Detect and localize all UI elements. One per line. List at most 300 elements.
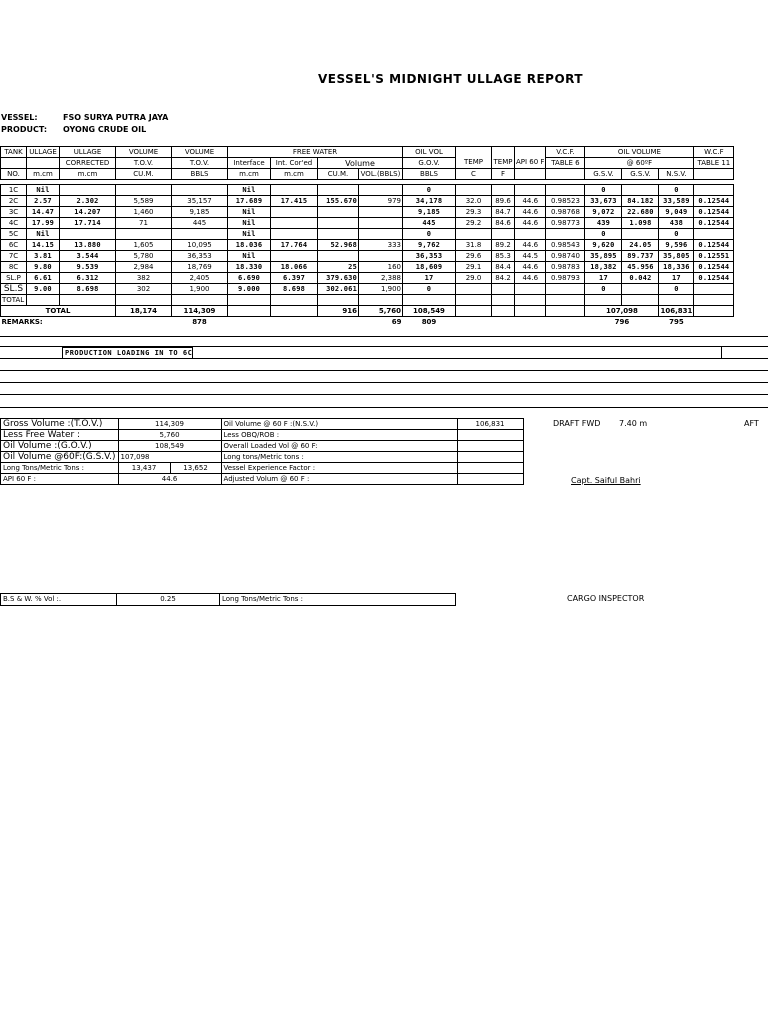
- cell-api: [515, 295, 546, 306]
- adj-value: [457, 474, 523, 485]
- cell-fwbbl: [359, 229, 403, 240]
- cell-tc: [456, 284, 492, 295]
- unit-c: C: [456, 169, 492, 180]
- cell-wcf: 0.12544: [694, 218, 734, 229]
- cell-tc: 29.1: [456, 262, 492, 273]
- bsw-table: [0, 593, 456, 606]
- cell-tf: 84.6: [492, 218, 515, 229]
- remarks-empty-4: [318, 317, 359, 328]
- col-oil-vol: OIL VOL: [403, 147, 456, 158]
- cell-tf: 89.6: [492, 196, 515, 207]
- cell-vcf: [546, 284, 585, 295]
- long-tons-label: Long Tons/Metric Tons :: [1, 463, 119, 474]
- cell-wcf: 0.12544: [694, 262, 734, 273]
- remarks-row: [1, 317, 734, 328]
- cell-vcf: [546, 229, 585, 240]
- cell-icor: [271, 207, 318, 218]
- cell-fwcum: 302.061: [318, 284, 359, 295]
- cell-fwcum: [318, 295, 359, 306]
- cell-tc: 29.0: [456, 273, 492, 284]
- total-empty-2: [271, 306, 318, 317]
- cell-tank: TOTAL: [1, 295, 27, 306]
- col-ullage-corrected: ULLAGE: [60, 147, 116, 158]
- cell-tf: [492, 284, 515, 295]
- cell-corr: [60, 229, 116, 240]
- cell-tank: 8C: [1, 262, 27, 273]
- cell-fwbbl: [359, 218, 403, 229]
- cell-fwcum: [318, 207, 359, 218]
- cell-vcf: 0.98543: [546, 240, 585, 251]
- cell-icor: 6.397: [271, 273, 318, 284]
- col-oil-volume-60f: @ 60ºF: [585, 158, 694, 169]
- total-bbls: 114,309: [172, 306, 228, 317]
- gov-label: Oil Volume :(G.O.V.): [1, 441, 119, 452]
- cell-api: 44.5: [515, 251, 546, 262]
- remarks-line-5: [0, 382, 768, 383]
- cell-iface: 9.000: [228, 284, 271, 295]
- cell-iface: Nil: [228, 218, 271, 229]
- product-value: OYONG CRUDE OIL: [63, 125, 147, 134]
- cell-nsv: 17: [659, 273, 694, 284]
- col-api-top: [515, 147, 546, 158]
- cell-ullage: 9.80: [27, 262, 60, 273]
- col-api: API 60 F: [515, 158, 546, 169]
- cell-tc: 29.6: [456, 251, 492, 262]
- cell-wcf: 0.12551: [694, 251, 734, 262]
- cell-gov: 36,353: [403, 251, 456, 262]
- table-row: [1, 240, 734, 251]
- remarks-line-6: [0, 394, 768, 395]
- cell-corr: 17.714: [60, 218, 116, 229]
- cell-fwbbl: [359, 207, 403, 218]
- cell-ullage: [27, 295, 60, 306]
- cell-nsv: 9,596: [659, 240, 694, 251]
- unit-vcf: [546, 169, 585, 180]
- cell-ullage: 17.99: [27, 218, 60, 229]
- total-row: [1, 306, 734, 317]
- cell-tf: [492, 185, 515, 196]
- remarks-divider: [721, 346, 722, 358]
- nsv-value: 106,831: [457, 419, 523, 430]
- vef-value: [457, 463, 523, 474]
- unit-mcm-1: m.cm: [27, 169, 60, 180]
- col-interface: Interface: [228, 158, 271, 169]
- col-wcf-table: TABLE 11: [694, 158, 734, 169]
- cell-gov: [403, 295, 456, 306]
- header-row-2: [1, 158, 734, 169]
- table-row: [1, 207, 734, 218]
- col-tov-1: T.O.V.: [116, 158, 172, 169]
- cell-iface: Nil: [228, 185, 271, 196]
- remarks-empty-5: [456, 317, 585, 328]
- remarks-fw-bbls: 69: [391, 317, 402, 326]
- cell-gsv: 439: [585, 218, 622, 229]
- nsv-label: Oil Volume @ 60 F :(N.S.V.): [221, 419, 457, 430]
- cell-tc: 29.3: [456, 207, 492, 218]
- unit-bbls-2: BBLS: [403, 169, 456, 180]
- cell-tank: 3C: [1, 207, 27, 218]
- cell-icor: [271, 229, 318, 240]
- cell-gsv2: 45.956: [622, 262, 659, 273]
- draft-fwd-label: DRAFT FWD: [553, 419, 601, 428]
- cell-wcf: 0.12544: [694, 196, 734, 207]
- cell-tank: 5C: [1, 229, 27, 240]
- remarks-empty-6: [694, 317, 734, 328]
- col-tank: TANK: [1, 147, 27, 158]
- free-water-value: 5,760: [118, 430, 221, 441]
- cell-tf: [492, 229, 515, 240]
- unit-api: [515, 169, 546, 180]
- cargo-inspector: CARGO INSPECTOR: [567, 594, 645, 603]
- overall-value: [457, 441, 523, 452]
- bsw-long-tons-label: Long Tons/Metric Tons :: [220, 594, 456, 606]
- cell-corr: 6.312: [60, 273, 116, 284]
- cell-api: 44.6: [515, 262, 546, 273]
- cell-cum: 1,605: [116, 240, 172, 251]
- cell-fwcum: 379.630: [318, 273, 359, 284]
- cell-corr: [60, 185, 116, 196]
- unit-bbls: BBLS: [172, 169, 228, 180]
- col-temp-c: TEMP: [456, 158, 492, 169]
- cell-wcf: [694, 295, 734, 306]
- col-gov: G.O.V.: [403, 158, 456, 169]
- cell-tf: 89.2: [492, 240, 515, 251]
- cell-cum: 71: [116, 218, 172, 229]
- cell-wcf: [694, 284, 734, 295]
- header-row-3: [1, 169, 734, 180]
- obq-value: [457, 430, 523, 441]
- col-fw-volume: Volume: [318, 158, 403, 169]
- cell-iface: 18.330: [228, 262, 271, 273]
- table-row: [1, 229, 734, 240]
- cell-gov: 18,609: [403, 262, 456, 273]
- cell-cum: [116, 295, 172, 306]
- col-tank-2: [1, 158, 27, 169]
- cell-tank: SL.S: [1, 284, 27, 295]
- total-empty-4: [492, 306, 515, 317]
- table-row: [1, 196, 734, 207]
- cell-wcf: 0.12544: [694, 273, 734, 284]
- total-gsv: 107,098: [585, 306, 659, 317]
- cell-iface: Nil: [228, 251, 271, 262]
- cell-tc: [456, 295, 492, 306]
- col-int-cored: Int. Cor'ed: [271, 158, 318, 169]
- col-ullage: ULLAGE: [27, 147, 60, 158]
- cell-cum: [116, 185, 172, 196]
- product-label: PRODUCT:: [1, 125, 48, 134]
- cell-tc: 32.0: [456, 196, 492, 207]
- cell-iface: 6.690: [228, 273, 271, 284]
- cell-nsv: 0: [659, 229, 694, 240]
- cell-tc: [456, 229, 492, 240]
- cell-tc: 31.8: [456, 240, 492, 251]
- cell-gsv2: 1.098: [622, 218, 659, 229]
- col-temp-c-top: [456, 147, 492, 158]
- table-row: [1, 295, 734, 306]
- cell-gsv: 9,072: [585, 207, 622, 218]
- gross-volume-label: Gross Volume :(T.O.V.): [1, 419, 119, 430]
- unit-gsv-2: G.S.V.: [622, 169, 659, 180]
- cell-fwcum: 25: [318, 262, 359, 273]
- vessel-value: FSO SURYA PUTRA JAYA: [63, 113, 169, 122]
- cell-gov: 9,762: [403, 240, 456, 251]
- cell-icor: [271, 218, 318, 229]
- free-water-label: Less Free Water :: [1, 430, 119, 441]
- obq-label: Less OBQ/ROB :: [221, 430, 457, 441]
- cell-cum: 302: [116, 284, 172, 295]
- cell-tf: 84.7: [492, 207, 515, 218]
- cell-wcf: [694, 229, 734, 240]
- cell-tank: 7C: [1, 251, 27, 262]
- cell-wcf: 0.12544: [694, 207, 734, 218]
- col-volume-cum: VOLUME: [116, 147, 172, 158]
- remarks-line-4: [0, 370, 768, 371]
- total-label: TOTAL: [1, 306, 116, 317]
- cell-nsv: 438: [659, 218, 694, 229]
- cell-fwbbl: 160: [359, 262, 403, 273]
- cell-nsv: [659, 295, 694, 306]
- cell-gsv2: 84.182: [622, 196, 659, 207]
- cell-ullage: 14.15: [27, 240, 60, 251]
- cell-icor: 18.066: [271, 262, 318, 273]
- cell-fwbbl: 2,388: [359, 273, 403, 284]
- col-vcf-table: TABLE 6: [546, 158, 585, 169]
- cell-gsv: 0: [585, 284, 622, 295]
- cell-gsv: 35,895: [585, 251, 622, 262]
- cell-gsv2: [622, 229, 659, 240]
- cell-bbls: [172, 229, 228, 240]
- cell-gsv2: 0.042: [622, 273, 659, 284]
- cell-api: 44.6: [515, 207, 546, 218]
- cell-gsv: 33,673: [585, 196, 622, 207]
- unit-f: F: [492, 169, 515, 180]
- cell-gsv2: 89.737: [622, 251, 659, 262]
- unit-mcm-2: m.cm: [60, 169, 116, 180]
- cell-vcf: 0.98740: [546, 251, 585, 262]
- cell-bbls: 445: [172, 218, 228, 229]
- unit-cum: CU.M.: [116, 169, 172, 180]
- cell-bbls: 9,185: [172, 207, 228, 218]
- cell-iface: 18.036: [228, 240, 271, 251]
- col-tov-2: T.O.V.: [172, 158, 228, 169]
- cell-cum: [116, 229, 172, 240]
- cell-bbls: 2,405: [172, 273, 228, 284]
- cell-cum: 2,984: [116, 262, 172, 273]
- cell-gov: 445: [403, 218, 456, 229]
- unit-mcm-4: m.cm: [271, 169, 318, 180]
- cell-gsv: [585, 295, 622, 306]
- cell-tc: 29.2: [456, 218, 492, 229]
- cell-gsv: 17: [585, 273, 622, 284]
- vef-label: Vessel Experience Factor :: [221, 463, 457, 474]
- cell-corr: 9.539: [60, 262, 116, 273]
- cell-fwbbl: 979: [359, 196, 403, 207]
- lt2-label: Long tons/Metric tons :: [221, 452, 457, 463]
- remarks-label: REMARKS:: [1, 317, 43, 326]
- cell-cum: 5,780: [116, 251, 172, 262]
- cell-tank: 1C: [1, 185, 27, 196]
- cell-tc: [456, 185, 492, 196]
- cell-fwbbl: [359, 251, 403, 262]
- table-row: [1, 262, 734, 273]
- table-row: [1, 284, 734, 295]
- table-row: [1, 251, 734, 262]
- api-label: API 60 F :: [1, 474, 119, 485]
- cell-icor: [271, 185, 318, 196]
- cell-nsv: 0: [659, 284, 694, 295]
- cell-api: [515, 229, 546, 240]
- gross-volume-value: 114,309: [118, 419, 221, 430]
- cell-vcf: 0.98783: [546, 262, 585, 273]
- cell-api: 44.6: [515, 218, 546, 229]
- cell-fwcum: [318, 185, 359, 196]
- adj-label: Adjusted Volum @ 60 F :: [221, 474, 457, 485]
- cell-vcf: 0.98773: [546, 218, 585, 229]
- vessel-label: VESSEL:: [1, 113, 38, 122]
- unit-gsv-1: G.S.V.: [585, 169, 622, 180]
- cell-gsv2: 24.05: [622, 240, 659, 251]
- cell-bbls: 10,095: [172, 240, 228, 251]
- header-row-1: [1, 147, 734, 158]
- remarks-gov: 809: [421, 317, 437, 326]
- col-temp-f-top: [492, 147, 515, 158]
- cell-gov: 17: [403, 273, 456, 284]
- cell-tf: 84.4: [492, 262, 515, 273]
- lt2-value: [457, 452, 523, 463]
- total-fw-bbls: 5,760: [359, 306, 403, 317]
- remarks-bbls: 878: [192, 317, 207, 326]
- ullage-table: [0, 146, 734, 327]
- cell-wcf: 0.12544: [694, 240, 734, 251]
- cell-corr: 2.302: [60, 196, 116, 207]
- cell-gsv: 0: [585, 185, 622, 196]
- cell-gsv: 9,620: [585, 240, 622, 251]
- total-empty-6: [546, 306, 585, 317]
- total-fw-cum: 916: [318, 306, 359, 317]
- cell-nsv: 35,805: [659, 251, 694, 262]
- cell-vcf: 0.98523: [546, 196, 585, 207]
- cell-tank: 6C: [1, 240, 27, 251]
- cell-bbls: [172, 295, 228, 306]
- cell-vcf: 0.98768: [546, 207, 585, 218]
- cell-tf: 85.3: [492, 251, 515, 262]
- cell-bbls: 18,769: [172, 262, 228, 273]
- cell-vcf: [546, 295, 585, 306]
- cell-bbls: [172, 185, 228, 196]
- cell-cum: 1,460: [116, 207, 172, 218]
- cell-nsv: 18,336: [659, 262, 694, 273]
- cell-nsv: 0: [659, 185, 694, 196]
- table-row: [1, 185, 734, 196]
- bsw-value: 0.25: [117, 594, 220, 606]
- cell-vcf: 0.98793: [546, 273, 585, 284]
- api-value: 44.6: [118, 474, 221, 485]
- col-ullage-corrected-2: CORRECTED: [60, 158, 116, 169]
- cell-fwbbl: 333: [359, 240, 403, 251]
- cell-gov: 0: [403, 284, 456, 295]
- cell-wcf: [694, 185, 734, 196]
- cell-corr: 13.880: [60, 240, 116, 251]
- cell-fwbbl: [359, 295, 403, 306]
- total-empty-1: [228, 306, 271, 317]
- cell-gov: 34,178: [403, 196, 456, 207]
- cell-gsv2: [622, 295, 659, 306]
- col-volume-bbls: VOLUME: [172, 147, 228, 158]
- cell-ullage: 9.00: [27, 284, 60, 295]
- cell-fwbbl: [359, 185, 403, 196]
- overall-label: Overall Loaded Vol @ 60 F:: [221, 441, 457, 452]
- page-title: VESSEL'S MIDNIGHT ULLAGE REPORT: [318, 72, 584, 86]
- bsw-label: B.S & W. % Vol :.: [1, 594, 117, 606]
- gsv-label: Oil Volume @60F:(G.S.V.): [1, 452, 119, 463]
- captain-name: Capt. Saiful Bahri: [571, 476, 641, 485]
- gov-value: 108,549: [118, 441, 221, 452]
- cell-tank: SL.P: [1, 273, 27, 284]
- cell-icor: 8.698: [271, 284, 318, 295]
- cell-icor: [271, 251, 318, 262]
- cell-ullage: 6.61: [27, 273, 60, 284]
- cell-api: 44.6: [515, 196, 546, 207]
- total-gov: 108,549: [403, 306, 456, 317]
- cell-gov: 0: [403, 185, 456, 196]
- cell-fwcum: [318, 229, 359, 240]
- unit-no: NO.: [1, 169, 27, 180]
- remarks-line-7: [0, 407, 768, 408]
- unit-mcm-3: m.cm: [228, 169, 271, 180]
- cell-gsv: 18,382: [585, 262, 622, 273]
- cell-gsv: 0: [585, 229, 622, 240]
- table-row: [1, 273, 734, 284]
- unit-nsv: N.S.V.: [659, 169, 694, 180]
- cell-api: [515, 284, 546, 295]
- cell-ullage: 3.81: [27, 251, 60, 262]
- total-empty-7: [694, 306, 734, 317]
- cell-tf: 84.2: [492, 273, 515, 284]
- cell-gsv2: [622, 284, 659, 295]
- cell-ullage: Nil: [27, 229, 60, 240]
- draft-fwd-value: 7.40 m: [619, 419, 648, 428]
- cell-api: [515, 185, 546, 196]
- long-tons-value: 13,437: [118, 463, 170, 474]
- cell-icor: 17.764: [271, 240, 318, 251]
- cell-corr: 8.698: [60, 284, 116, 295]
- cell-tf: [492, 295, 515, 306]
- cell-gov: 9,185: [403, 207, 456, 218]
- total-cum: 18,174: [116, 306, 172, 317]
- cell-corr: [60, 295, 116, 306]
- cell-icor: 17.415: [271, 196, 318, 207]
- table-row: [1, 218, 734, 229]
- remarks-line-1: [0, 336, 768, 337]
- cell-api: 44.6: [515, 273, 546, 284]
- unit-vol-bbls: VOL.(BBLS): [359, 169, 403, 180]
- cell-nsv: 33,589: [659, 196, 694, 207]
- remarks-empty-1: [116, 317, 172, 328]
- cell-tank: 2C: [1, 196, 27, 207]
- cell-bbls: 36,353: [172, 251, 228, 262]
- cell-tank: 4C: [1, 218, 27, 229]
- cell-icor: [271, 295, 318, 306]
- cell-iface: Nil: [228, 207, 271, 218]
- cell-nsv: 9,049: [659, 207, 694, 218]
- production-note: PRODUCTION LOADING IN TO 6C: [62, 347, 193, 359]
- cell-fwcum: 155.670: [318, 196, 359, 207]
- total-nsv: 106,831: [660, 306, 693, 315]
- col-ullage-2: [27, 158, 60, 169]
- metric-tons-value: 13,652: [170, 463, 221, 474]
- cell-ullage: Nil: [27, 185, 60, 196]
- gsv-value: 107,098: [118, 452, 221, 463]
